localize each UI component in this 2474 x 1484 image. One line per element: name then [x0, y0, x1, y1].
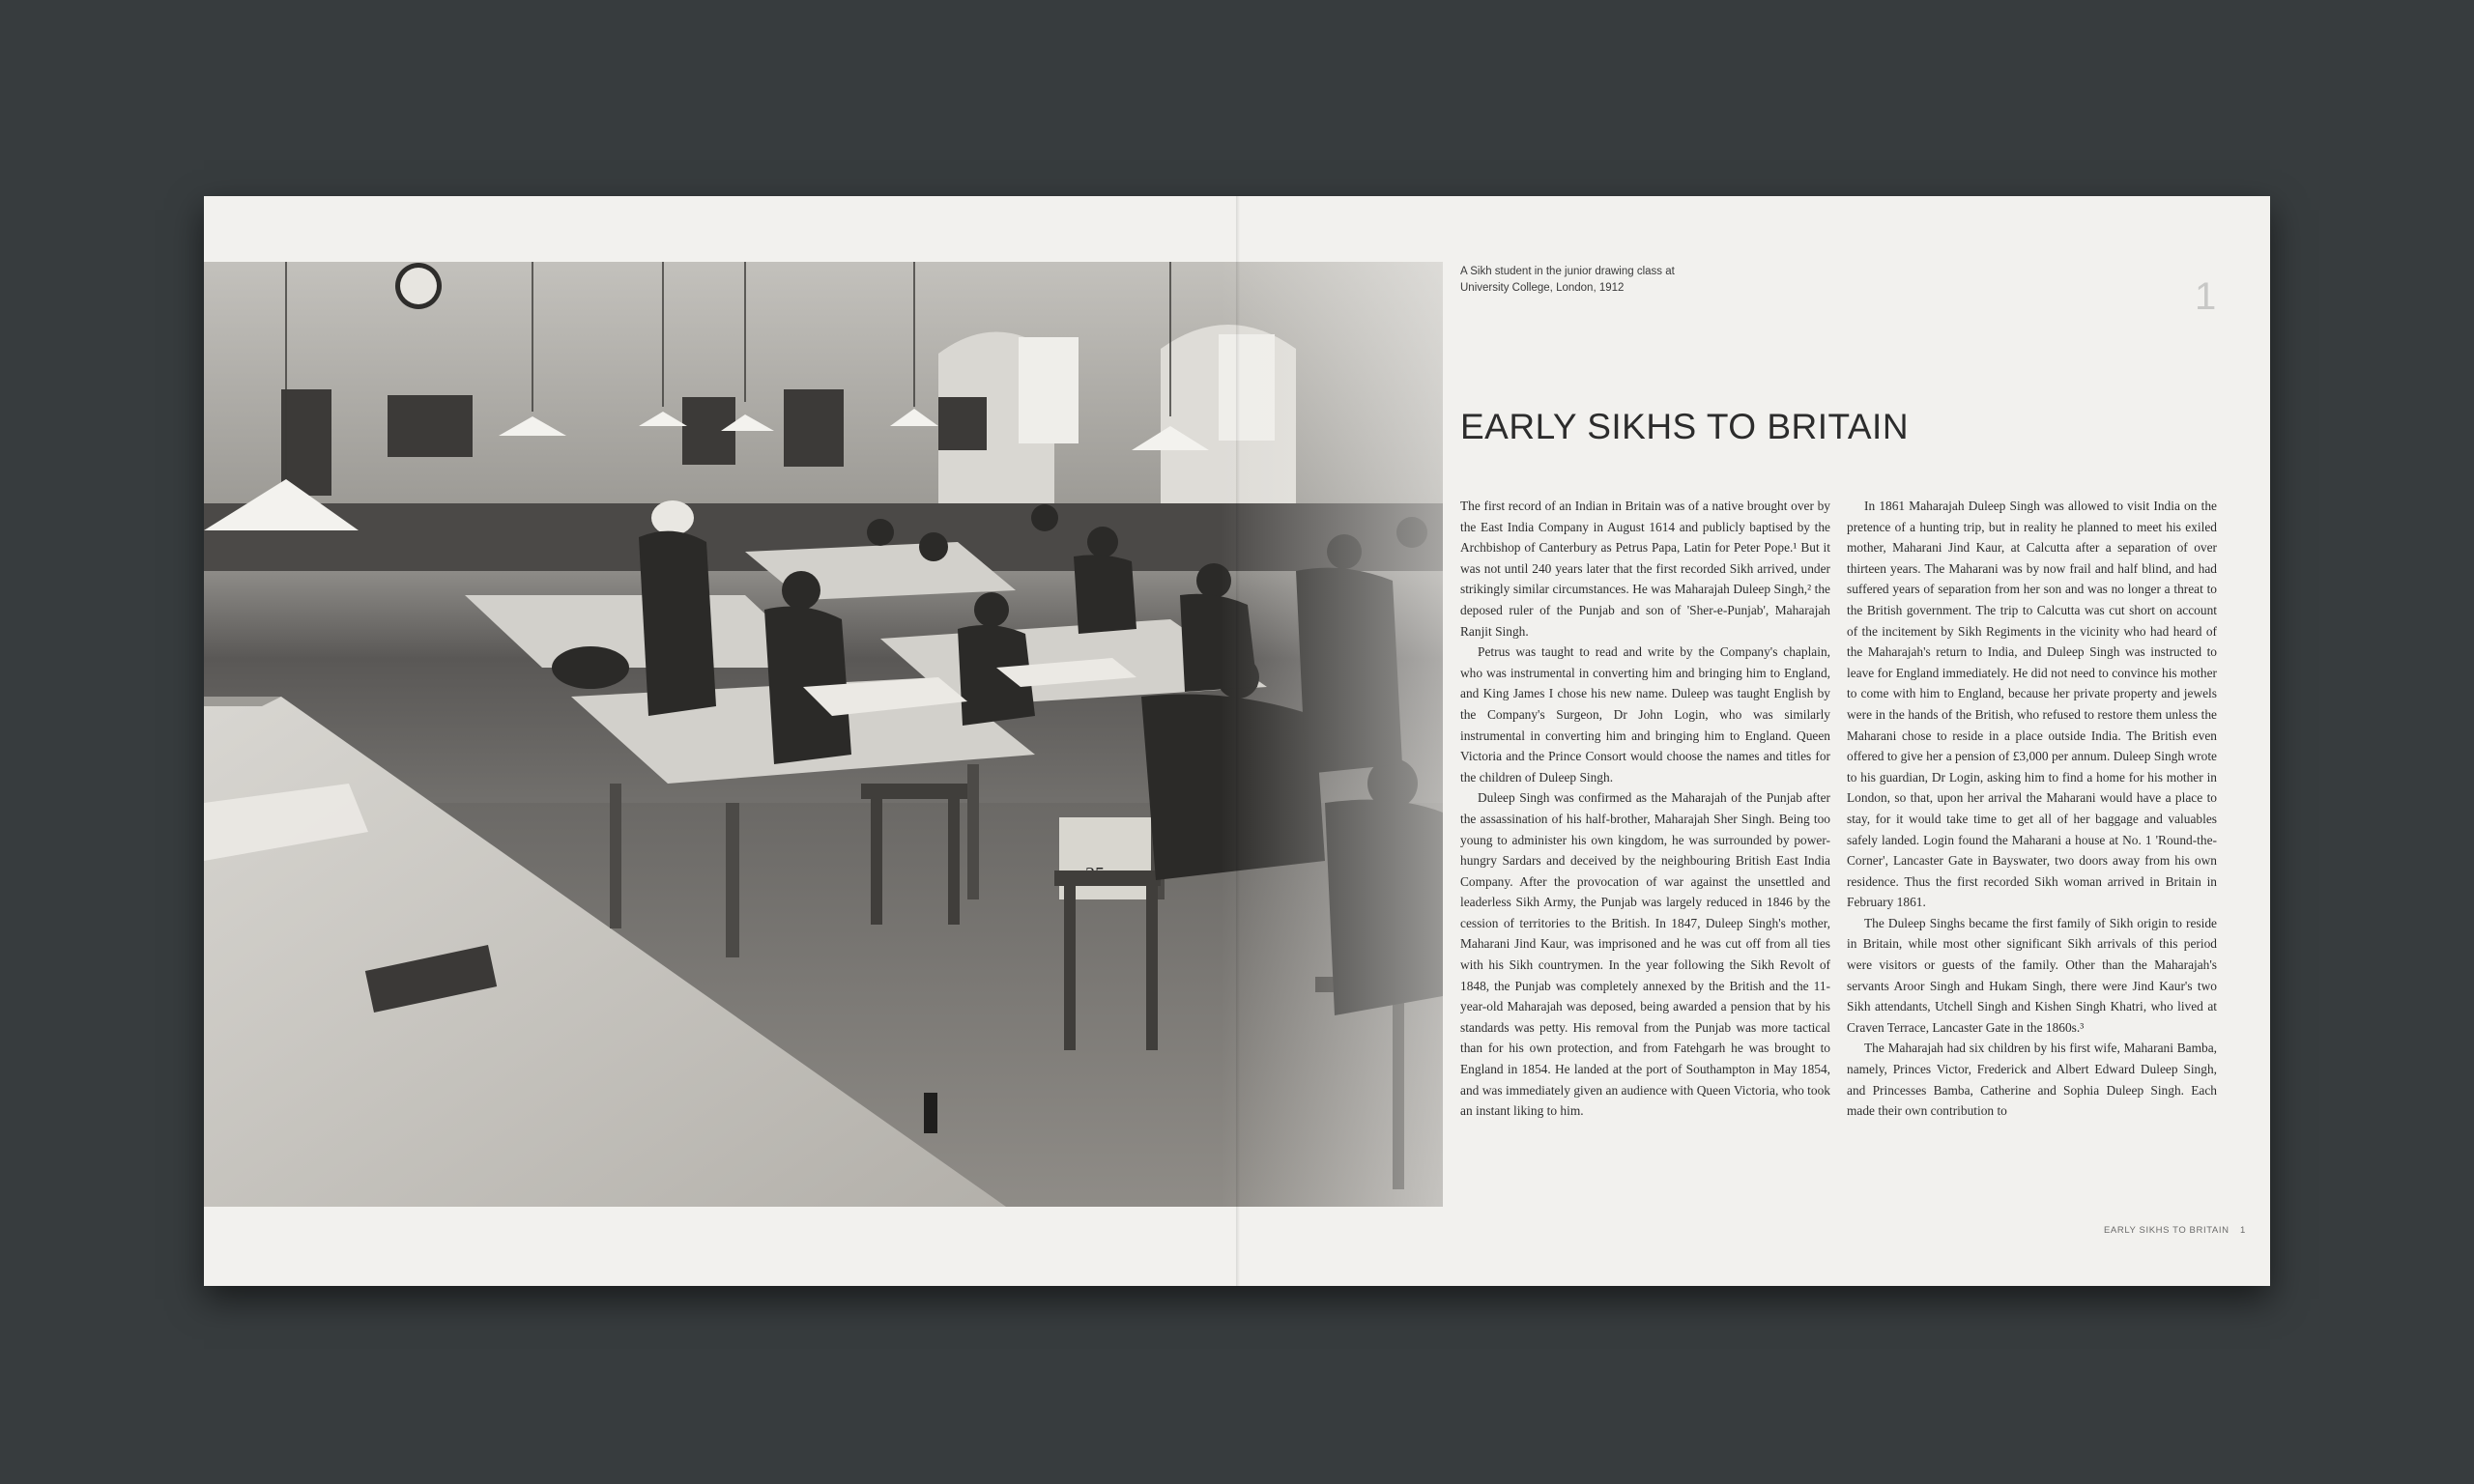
book-spread: [204, 196, 2270, 1286]
drawing-class-photograph: [204, 262, 1443, 1207]
paragraph: The Duleep Singhs became the first family of Sikh origin to reside in Britain, while most other significant Sikh arrivals of this period were visitors or guests of the family. Other than the Maharajah's servants Aroor Singh and Hukam Singh, there were Jind Kaur's two Sikh attendants, Utchell Singh and Kishen Singh Khatri, who lived at Craven Terrace, Lancaster Gate in the 1860s.³: [1847, 915, 2217, 1035]
paragraph: Petrus was taught to read and write by the Company's chaplain, who was instrumental in converting him and bringing him to England, and King James I chose his new name. Duleep was taught English by the Company's Surgeon, Dr John Login, who was similarly instrumental in converting him and bringing him to England. Queen Victoria and the Prince Consort would choose the names and titles for the children of Duleep Singh.: [1460, 644, 1830, 785]
chapter-number: 1: [2195, 275, 2217, 318]
paragraph: Duleep Singh was confirmed as the Maharajah of the Punjab after the assassination of his half-brother, Maharajah Sher Singh. Being too young to administer his own kingdom, he was surrounded by power-hungry Sardars and deceived by the neighbouring British East India Company. After the provocation of war against the unsettled and leaderless Sikh Army, the Punjab was largely reduced in 1846 by the cession of territories to the British. In 1847, Duleep Singh's mother, Maharani Jind Kaur, was imprisoned and he was cut off from all ties with his Sikh countrymen. In the year following the Sikh Revolt of 1848, the Punjab was completely annexed by the British and the 11-year-old Maharajah was deposed, being awarded a pension that by his standards was petty. His removal from the Punjab was more tactical than for his own protection, and from Fatehgarh he was brought to England in 1854. He landed at the port of Southampton in May 1854, and was immediately given an audience with Queen Victoria, who took an instant liking to him.: [1460, 790, 1830, 1119]
chapter-title: EARLY SIKHS TO BRITAIN: [1460, 407, 1910, 446]
paragraph: In 1861 Maharajah Duleep Singh was allowed to visit India on the pretence of a hunting trip, but in reality he planned to meet his exiled mother, Maharani Jind Kaur, at Calcutta after a separation of over thirteen years. The Maharani was by now frail and half blind, and had suffered years of separation from her son and was no longer a threat to the British government. The trip to Calcutta was cut short on account of the incitement by Sikh Regiments in the vicinity who had heard of the Maharajah's return to India, and Duleep Singh was instructed to leave for England immediately. He did not need to convince his mother to come with him to England, because her private property and jewels were in the hands of the British, who refused to restore them unless the Maharani chose to reside in a place outside India. The British even offered to give her a pension of £3,000 per annum. Duleep Singh wrote to his guardian, Dr Login, asking him to find a home for his mother in London, so that, upon her arrival the Maharani would have a place to stay, for it would take time to get all of her baggage and valuables safely landed. Login found the Maharani a house at No. 1 'Round-the-Corner', Lancaster Gate in Bayswater, two doors away from his own residence. Thus the first recorded Sikh woman arrived in Britain in February 1861.: [1847, 499, 2217, 910]
body-column-right: [1847, 496, 2217, 1122]
paragraph: The Maharajah had six children by his first wife, Maharani Bamba, namely, Princes Victor, Frederick and Albert Edward Duleep Singh, and Princesses Bamba, Catherine and Sophia Duleep Singh. Each made their own contribution to: [1847, 1041, 2217, 1119]
body-column-left: [1460, 496, 1830, 1122]
paragraph: The first record of an Indian in Britain was of a native brought over by the East India Company in August 1614 and publicly baptised by the Archbishop of Canterbury as Petrus Papa, Latin for Peter Pope.¹ But it was not until 240 years later that the first recorded Sikh arrived, under strikingly similar circumstances. He was Maharajah Duleep Singh,² the deposed ruler of the Punjab and son of 'Sher-e-Punjab', Maharajah Ranjit Singh.: [1460, 499, 1830, 639]
photo-gutter-fade: [1221, 262, 1443, 1207]
page-number: 1: [2240, 1225, 2246, 1236]
running-head: EARLY SIKHS TO BRITAIN: [2104, 1225, 2229, 1236]
photo-caption: A Sikh student in the junior drawing class at University College, London, 1912: [1460, 266, 1675, 294]
